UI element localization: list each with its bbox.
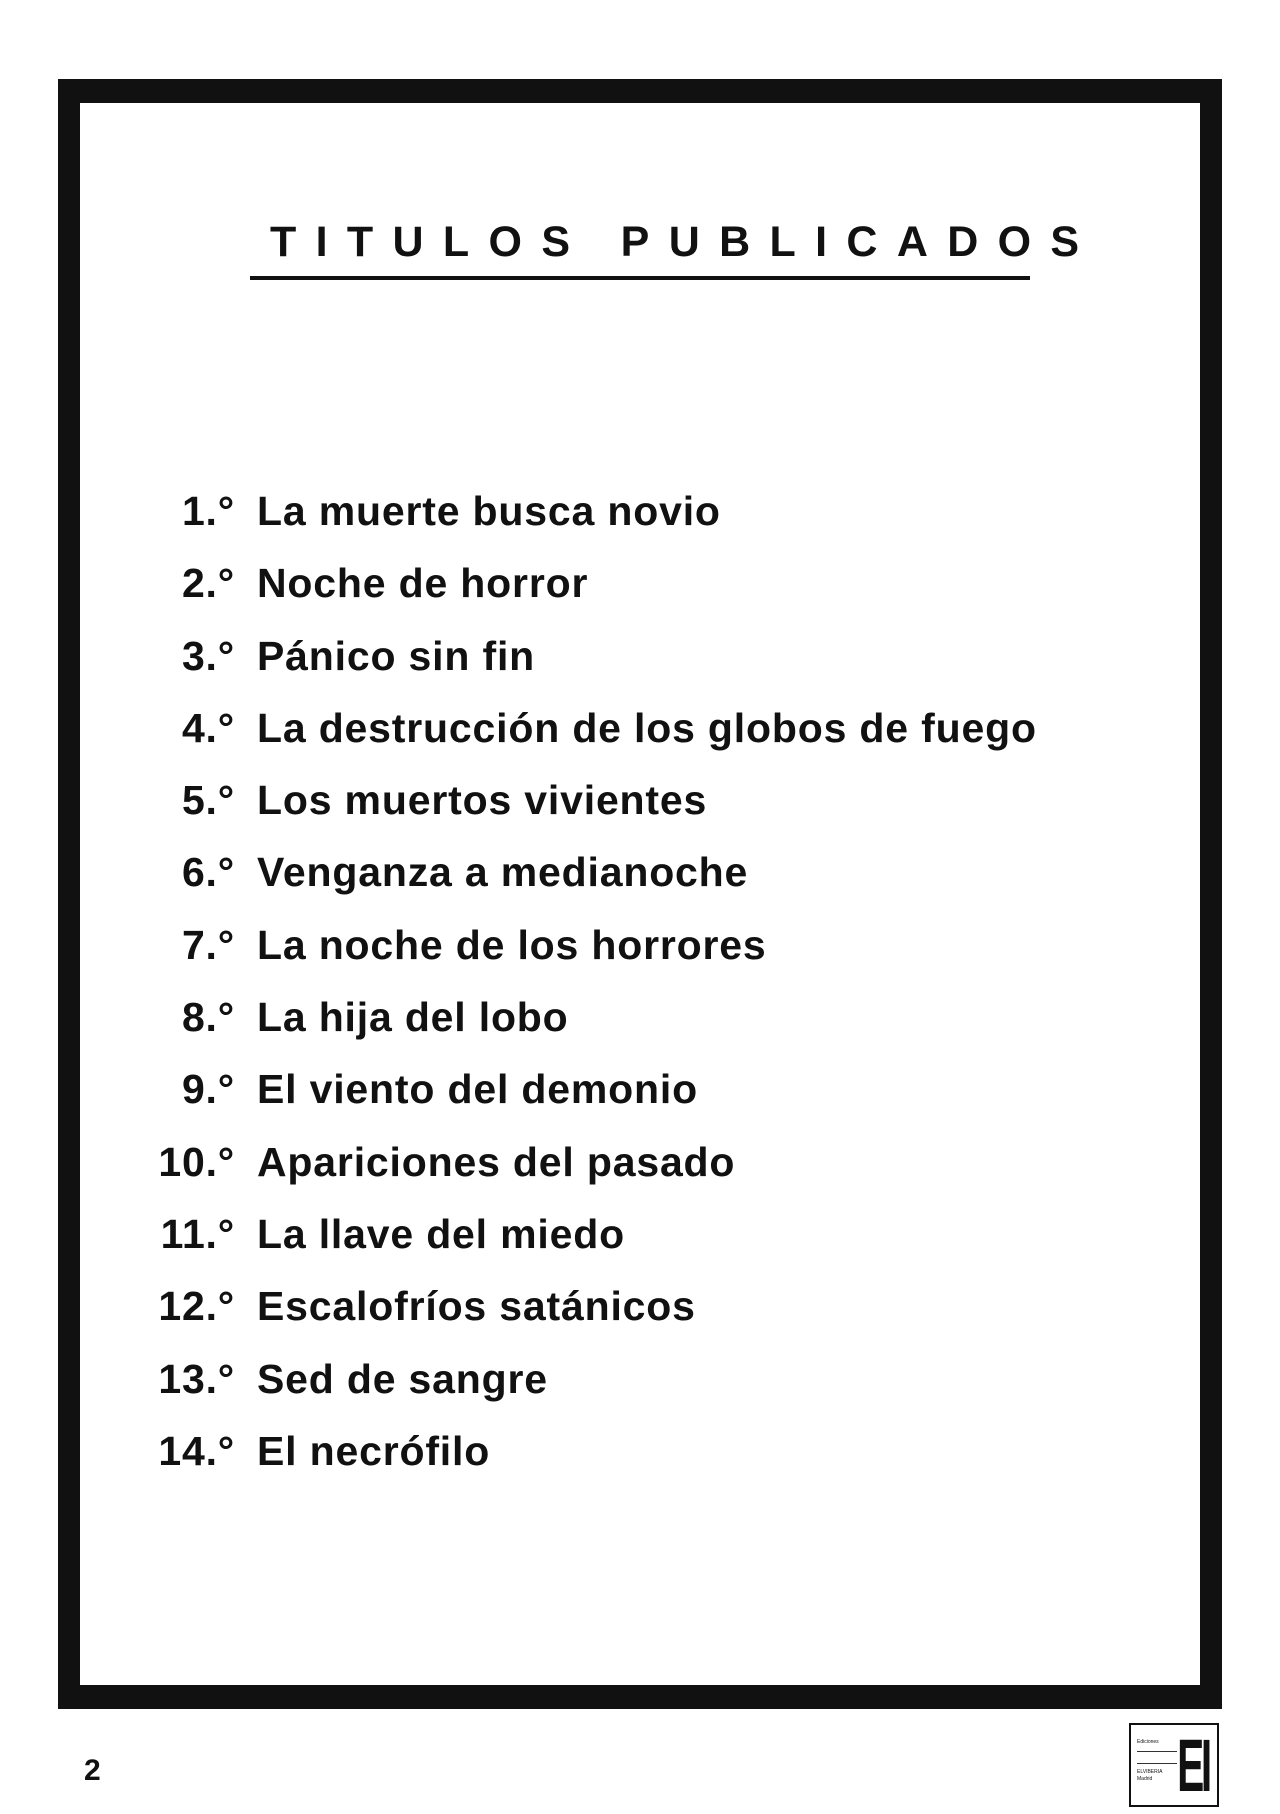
list-item <box>140 488 1037 560</box>
item-title: Apariciones del pasado <box>257 1138 736 1185</box>
title-underline <box>250 276 1030 280</box>
item-title: La hija del lobo <box>257 994 569 1041</box>
item-number: 3.° <box>181 632 235 679</box>
item-number: 5.° <box>181 777 235 824</box>
item-title: Los muertos vivientes <box>257 777 708 824</box>
item-number: 13.° <box>158 1355 235 1402</box>
item-title: El necrófilo <box>257 1427 491 1474</box>
list-item <box>140 994 1037 1066</box>
list-item <box>140 1066 1037 1138</box>
list-item <box>140 922 1037 994</box>
logo-city: Madrid <box>1137 1776 1153 1782</box>
logo-divider <box>1137 1751 1177 1752</box>
item-number: 7.° <box>181 921 235 968</box>
list-item <box>140 560 1037 632</box>
item-title: Noche de horror <box>257 560 589 607</box>
item-title: La muerte busca novio <box>257 488 721 534</box>
list-item <box>140 777 1037 849</box>
item-number: 2.° <box>181 560 235 607</box>
item-title: Venganza a medianoche <box>257 849 749 896</box>
item-title: La noche de los horrores <box>257 921 767 968</box>
list-item <box>140 1428 1037 1500</box>
logo-label: Ediciones <box>1137 1739 1159 1745</box>
item-number: 11.° <box>160 1210 235 1257</box>
logo-mark: EI <box>1177 1724 1209 1807</box>
page-frame <box>58 79 1222 1709</box>
page-number: 2 <box>84 1754 101 1787</box>
item-title: Pánico sin fin <box>257 632 536 679</box>
list-item <box>140 1283 1037 1355</box>
logo-divider <box>1137 1763 1177 1764</box>
item-number: 4.° <box>181 704 235 751</box>
list-item <box>140 633 1037 705</box>
list-item <box>140 1356 1037 1428</box>
titles-list <box>140 488 1037 1500</box>
list-item <box>140 1139 1037 1211</box>
item-title: Sed de sangre <box>257 1355 548 1402</box>
item-number: 1.° <box>181 488 235 534</box>
item-number: 14.° <box>158 1427 235 1474</box>
item-number: 6.° <box>181 849 235 896</box>
list-item <box>140 705 1037 777</box>
item-title: La destrucción de los globos de fuego <box>257 704 1037 751</box>
publisher-logo <box>1129 1723 1219 1807</box>
logo-publisher-name: ELVIBERIA <box>1137 1769 1163 1775</box>
item-number: 10.° <box>158 1138 235 1185</box>
page-title: TITULOS PUBLICADOS <box>270 218 1099 266</box>
list-item <box>140 1211 1037 1283</box>
item-title: El viento del demonio <box>257 1066 698 1113</box>
item-number: 8.° <box>181 994 235 1041</box>
list-item <box>140 849 1037 921</box>
item-number: 12.° <box>158 1283 235 1330</box>
item-number: 9.° <box>181 1066 235 1113</box>
item-title: La llave del miedo <box>257 1210 625 1257</box>
item-title: Escalofríos satánicos <box>257 1283 696 1330</box>
